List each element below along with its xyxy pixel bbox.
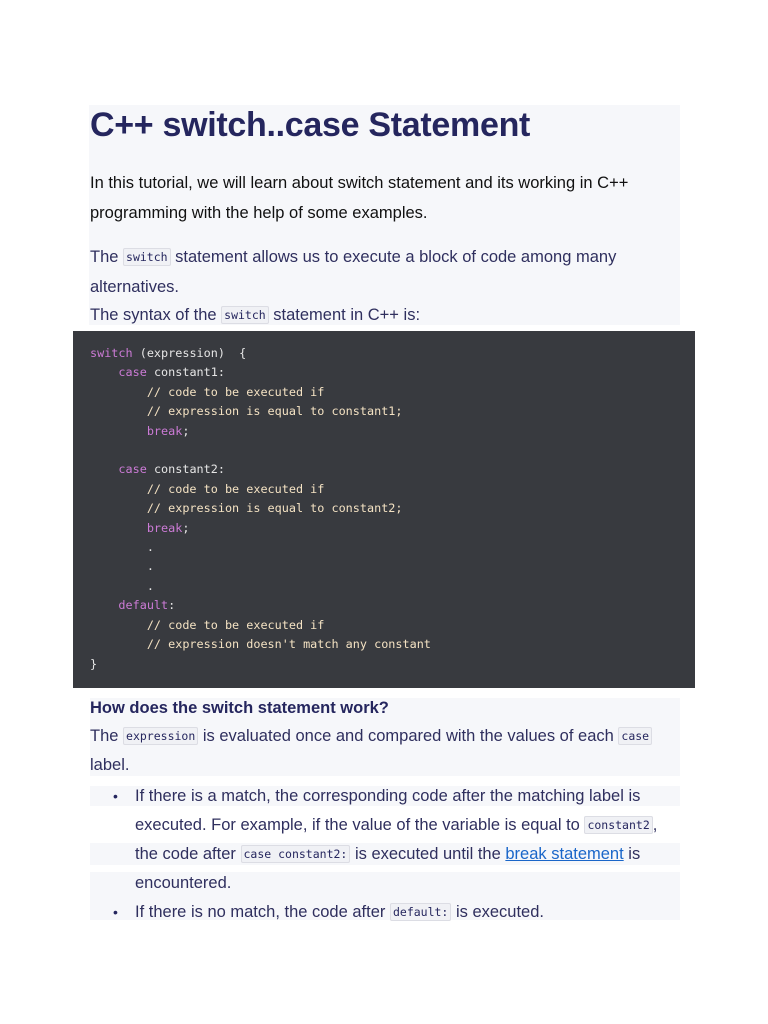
code-comment: // code to be executed if	[90, 481, 325, 496]
text: is evaluated once and compared with the values of each	[198, 727, 619, 745]
list-item	[90, 782, 680, 898]
bullet-icon: •	[113, 904, 118, 920]
text: , the code after	[135, 816, 658, 863]
inline-code: default:	[390, 903, 451, 921]
break-statement-link[interactable]: break statement	[505, 845, 624, 863]
keyword: default	[118, 598, 169, 613]
text: statement allows us to execute a block of code among many alternatives.	[90, 248, 617, 296]
bullet-list	[90, 782, 680, 927]
text: If there is a match, the corresponding code after the matching label is executed. For example, if the value of the variable is equal to	[135, 787, 641, 834]
switch-description	[90, 242, 680, 302]
code-text: constant1:	[146, 365, 225, 380]
keyword: break	[146, 520, 183, 535]
intro-text: In this tutorial, we will learn about switch statement and its working in C++ programming with the help of some examples.	[90, 174, 629, 222]
text: is encountered.	[135, 845, 641, 892]
code-comment: // code to be executed if	[90, 384, 325, 399]
code-text: constant2:	[146, 462, 225, 477]
code-comment: // expression is equal to constant1;	[90, 404, 403, 419]
text: is executed until the	[350, 845, 506, 863]
keyword: case	[118, 365, 147, 380]
code-line-16: }	[90, 656, 98, 671]
syntax-intro	[90, 300, 680, 330]
code-block	[73, 331, 695, 688]
code-text: (expression) {	[132, 346, 247, 360]
inline-code: case constant2:	[241, 845, 351, 863]
code-line-9: break;	[146, 520, 190, 535]
code-line-6	[90, 462, 225, 476]
inline-code: expression	[123, 727, 198, 745]
inline-code: switch	[123, 248, 171, 266]
section-heading: How does the switch statement work?	[90, 699, 389, 717]
text: statement in C++ is:	[268, 306, 421, 324]
text: The	[90, 727, 124, 745]
inline-code: constant2	[584, 816, 652, 834]
code-line-0	[90, 346, 246, 360]
bullet-icon: •	[113, 788, 118, 804]
code-comment: // code to be executed if	[90, 617, 325, 632]
text: label.	[90, 756, 130, 774]
code-line-1	[90, 365, 225, 379]
keyword: break	[146, 423, 183, 438]
code-line-11: .	[90, 559, 154, 574]
text: The	[90, 248, 124, 266]
keyword: case	[118, 462, 147, 477]
how-description	[90, 722, 680, 780]
code-line-13: default:	[118, 598, 176, 613]
code-comment: // expression doesn't match any constant	[90, 637, 431, 652]
code-line-10: .	[90, 540, 154, 555]
keyword: switch	[90, 346, 133, 360]
code-line-12: .	[90, 578, 154, 593]
text: If there is no match, the code after	[135, 903, 390, 921]
code-comment: // expression is equal to constant2;	[90, 501, 403, 516]
inline-code: case	[618, 727, 652, 745]
code-line-4: break;	[146, 423, 190, 438]
list-item	[90, 898, 680, 927]
text: is executed.	[451, 903, 544, 921]
code-content	[90, 344, 431, 674]
text: The syntax of the	[90, 306, 222, 324]
page-title: C++ switch..case Statement	[90, 106, 531, 144]
inline-code: switch	[221, 306, 269, 324]
